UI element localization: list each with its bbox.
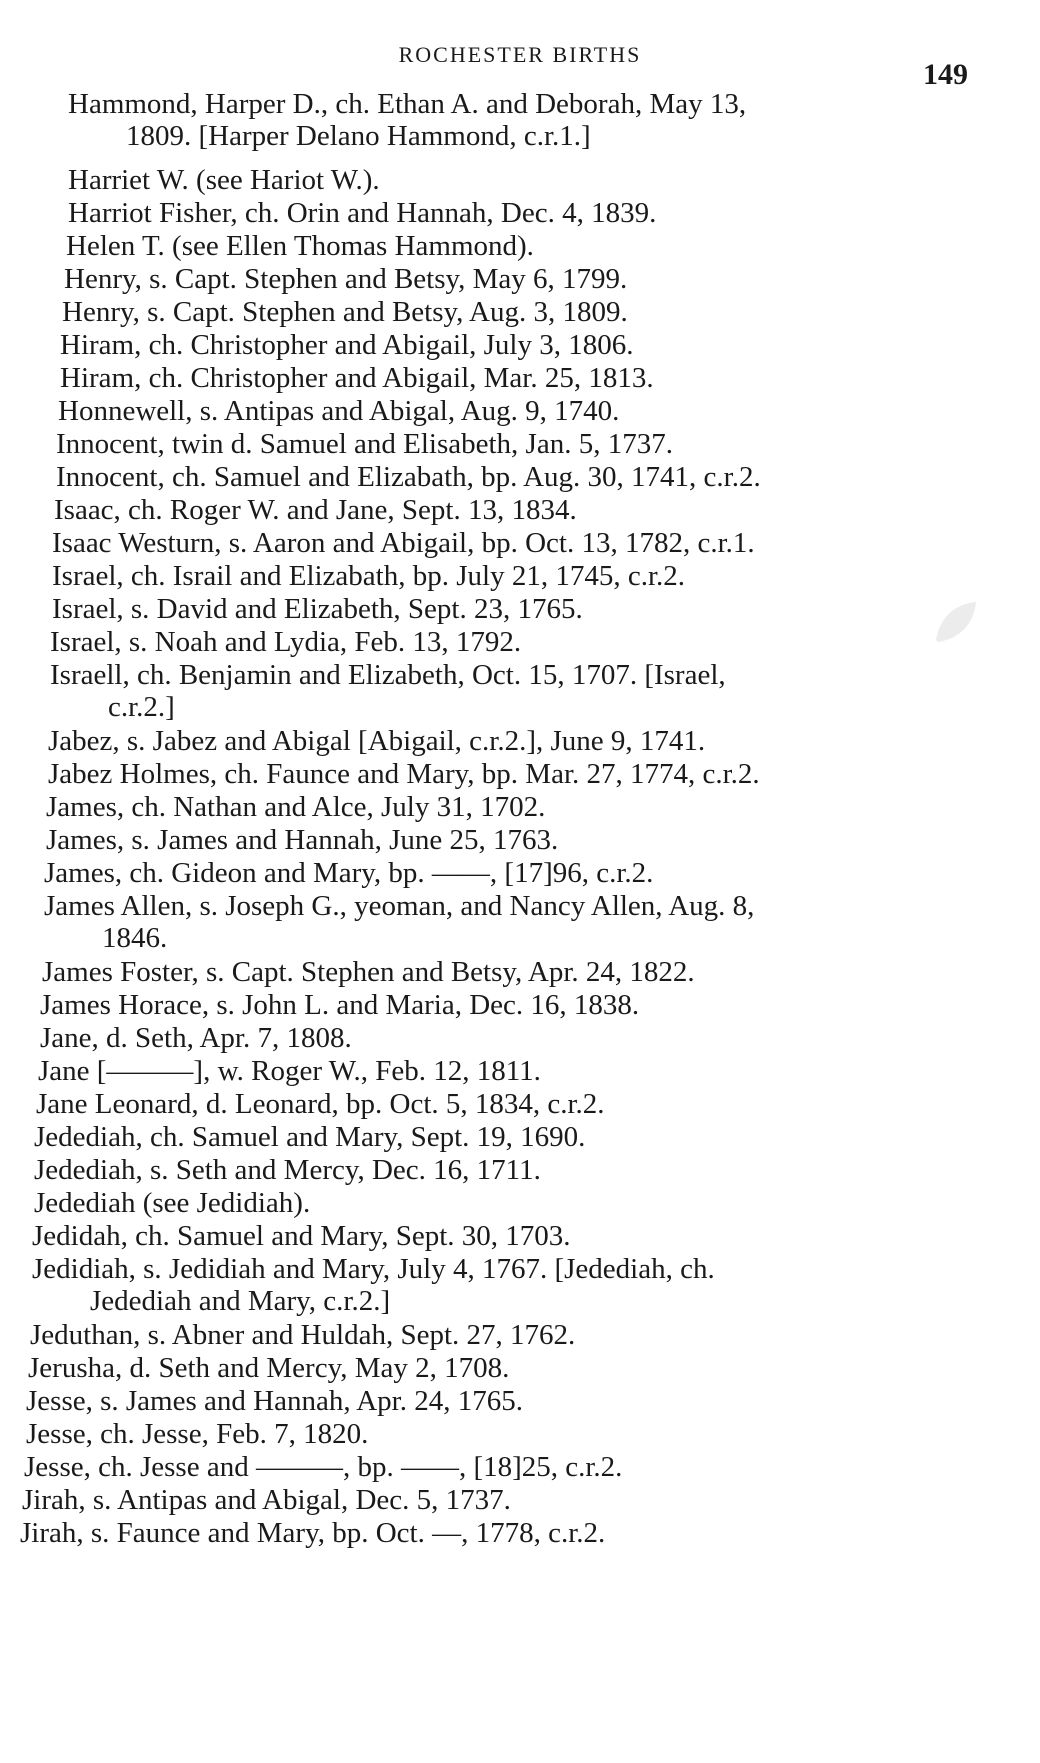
birth-record-entry <box>66 230 534 262</box>
birth-record-entry <box>52 560 685 592</box>
birth-record-entry <box>54 494 577 526</box>
entry-text: James, ch. Nathan and Alce, July 31, 1702. <box>46 791 546 823</box>
entry-text: Jeduthan, s. Abner and Huldah, Sept. 27, 1762. <box>30 1319 576 1351</box>
birth-record-entry <box>30 1319 575 1351</box>
entry-text: James, s. James and Hannah, June 25, 1763. <box>46 824 559 856</box>
entry-text: Jane Leonard, d. Leonard, bp. Oct. 5, 1834, c.r.2. <box>36 1088 605 1120</box>
entry-continuation-text: c.r.2.] <box>108 691 175 723</box>
birth-record-entry <box>62 296 628 328</box>
birth-record-entry <box>22 1484 511 1516</box>
entry-text: Jerusha, d. Seth and Mercy, May 2, 1708. <box>28 1352 510 1384</box>
birth-record-entry <box>28 1352 509 1384</box>
entry-text: Jane [———], w. Roger W., Feb. 12, 1811. <box>38 1055 541 1087</box>
entry-text: Israel, s. Noah and Lydia, Feb. 13, 1792. <box>50 626 522 658</box>
birth-record-entry <box>32 1253 715 1317</box>
entry-continuation-text: Jedediah and Mary, c.r.2.] <box>90 1285 391 1317</box>
entry-text: James Horace, s. John L. and Maria, Dec. 16, 1838. <box>40 989 640 1021</box>
entry-text: Hiram, ch. Christopher and Abigail, July 3, 1806. <box>60 329 634 361</box>
page-number: 149 <box>923 58 968 91</box>
entry-text: James, ch. Gideon and Mary, bp. ——, [17]96, c.r.2. <box>44 857 654 889</box>
birth-record-entry <box>42 956 695 988</box>
birth-record-entry <box>36 1088 605 1120</box>
entry-text: Henry, s. Capt. Stephen and Betsy, Aug. 3, 1809. <box>62 296 628 328</box>
leaf-watermark-icon <box>930 598 980 646</box>
birth-record-entry <box>44 890 754 954</box>
birth-record-entry <box>52 593 583 625</box>
birth-record-entry <box>58 395 619 427</box>
birth-record-entry <box>26 1385 523 1417</box>
entry-text: Henry, s. Capt. Stephen and Betsy, May 6, 1799. <box>64 263 628 295</box>
entry-text: Harriet W. (see Hariot W.). <box>68 164 380 196</box>
birth-record-entry <box>26 1418 368 1450</box>
birth-record-entry <box>38 1055 541 1087</box>
entry-continuation-text: 1846. <box>102 922 168 954</box>
birth-record-entry <box>48 725 705 757</box>
birth-record-entry <box>56 461 761 493</box>
birth-record-entry <box>68 197 656 229</box>
birth-record-entry <box>56 428 673 460</box>
entry-text: Jedidah, ch. Samuel and Mary, Sept. 30, 1703. <box>32 1220 571 1252</box>
birth-record-entry <box>40 989 639 1021</box>
entry-text: James Foster, s. Capt. Stephen and Betsy, Apr. 24, 1822. <box>42 956 695 988</box>
birth-record-entry <box>34 1154 541 1186</box>
entry-text: Hiram, ch. Christopher and Abigail, Mar. 25, 1813. <box>60 362 654 394</box>
birth-record-entry <box>68 164 380 196</box>
entry-text: Jedediah, s. Seth and Mercy, Dec. 16, 1711. <box>34 1154 541 1186</box>
birth-record-entry <box>60 362 654 394</box>
entry-text: Jedediah (see Jedidiah). <box>34 1187 311 1219</box>
entry-text: Israel, ch. Israil and Elizabath, bp. July 21, 1745, c.r.2. <box>52 560 686 592</box>
birth-record-entry <box>32 1220 571 1252</box>
entry-text: Jane, d. Seth, Apr. 7, 1808. <box>40 1022 352 1054</box>
entry-text: Israel, s. David and Elizabeth, Sept. 23, 1765. <box>52 593 583 625</box>
birth-record-entry <box>24 1451 622 1483</box>
entry-text: Helen T. (see Ellen Thomas Hammond). <box>66 230 534 262</box>
entry-text: Jabez Holmes, ch. Faunce and Mary, bp. Mar. 27, 1774, c.r.2. <box>48 758 760 790</box>
entry-text: Innocent, twin d. Samuel and Elisabeth, Jan. 5, 1737. <box>56 428 673 460</box>
entry-text: Hammond, Harper D., ch. Ethan A. and Deborah, May 13, <box>68 88 747 120</box>
birth-record-entry <box>68 88 746 152</box>
birth-record-entry <box>20 1517 605 1549</box>
entry-text: Jedidiah, s. Jedidiah and Mary, July 4, 1767. [Jedediah, ch. <box>32 1253 715 1285</box>
entry-text: Jabez, s. Jabez and Abigal [Abigail, c.r.2.], June 9, 1741. <box>48 725 706 757</box>
entry-text: Jesse, s. James and Hannah, Apr. 24, 1765. <box>26 1385 523 1417</box>
entry-text: Jesse, ch. Jesse, Feb. 7, 1820. <box>26 1418 369 1450</box>
birth-record-entry <box>34 1187 310 1219</box>
birth-record-entry <box>52 527 755 559</box>
entry-text: Jesse, ch. Jesse and ———, bp. ——, [18]25, c.r.2. <box>24 1451 623 1483</box>
birth-record-entry <box>40 1022 352 1054</box>
entry-continuation-text: 1809. [Harper Delano Hammond, c.r.1.] <box>126 120 591 152</box>
birth-record-entry <box>46 824 558 856</box>
running-title: ROCHESTER BIRTHS <box>398 42 642 67</box>
birth-record-entry <box>50 626 521 658</box>
entry-text: Jirah, s. Faunce and Mary, bp. Oct. —, 1778, c.r.2. <box>20 1517 606 1549</box>
entry-text: Jedediah, ch. Samuel and Mary, Sept. 19, 1690. <box>34 1121 586 1153</box>
birth-record-entry <box>44 857 653 889</box>
entry-text: Honnewell, s. Antipas and Abigal, Aug. 9, 1740. <box>58 395 620 427</box>
birth-record-entry <box>50 659 726 723</box>
birth-record-entry <box>34 1121 585 1153</box>
birth-record-entry <box>48 758 760 790</box>
entry-text: James Allen, s. Joseph G., yeoman, and Nancy Allen, Aug. 8, <box>44 890 755 922</box>
entry-text: Israell, ch. Benjamin and Elizabeth, Oct. 15, 1707. [Israel, <box>50 659 726 691</box>
birth-record-entry <box>46 791 545 823</box>
birth-record-entry <box>64 263 627 295</box>
birth-record-entry <box>60 329 634 361</box>
entry-text: Isaac, ch. Roger W. and Jane, Sept. 13, 1834. <box>54 494 577 526</box>
entry-text: Harriot Fisher, ch. Orin and Hannah, Dec. 4, 1839. <box>68 197 657 229</box>
entry-text: Innocent, ch. Samuel and Elizabath, bp. Aug. 30, 1741, c.r.2. <box>56 461 761 493</box>
entry-text: Jirah, s. Antipas and Abigal, Dec. 5, 1737. <box>22 1484 511 1516</box>
entry-text: Isaac Westurn, s. Aaron and Abigail, bp. Oct. 13, 1782, c.r.1. <box>52 527 755 559</box>
